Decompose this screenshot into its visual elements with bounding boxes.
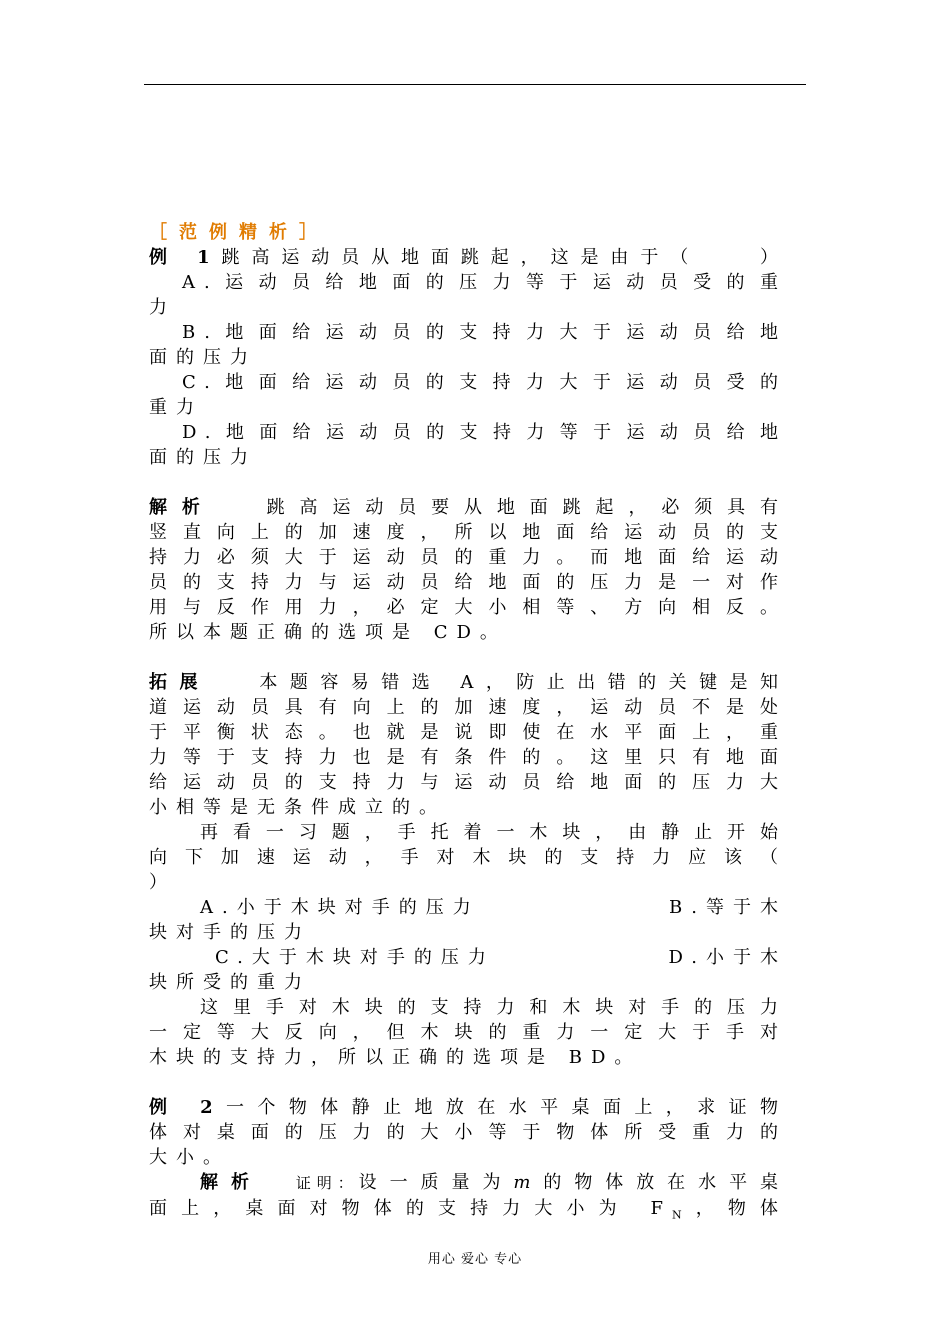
example-1-option-b-cont: 面的压力 — [149, 347, 257, 368]
exercise-answer-line: 一定等大反向，但木块的重力一定大于手对 — [149, 1022, 787, 1043]
analysis-line: 持力必须大于运动员的重力。而地面给运动 — [149, 547, 787, 568]
exercise-answer-line: 木块的支持力，所以正确的选项是 BD。 — [149, 1047, 642, 1068]
example-2-question-line: 体对桌面的压力的大小等于物体所受重力的 — [149, 1122, 787, 1143]
example-2-question-line: 大小。 — [149, 1147, 230, 1168]
extension-line: 道运动员具有向上的加速度，运动员不是处 — [149, 697, 787, 718]
example-1-question: 例 1跳高运动员从地面跳起，这是由于（ ） — [149, 247, 787, 268]
exercise-option-d: D.小于木 — [668, 947, 787, 968]
page-footer: 用心 爱心 专心 — [427, 1252, 523, 1267]
example-1-label: 例 1 — [149, 247, 219, 268]
section-header: ［范例精析］ — [149, 222, 329, 243]
example-1-option-b: B.地面给运动员的支持力大于运动员给地 — [182, 322, 787, 343]
example-2-question: 例 2一个物体静止地放在水平桌面上，求证物 — [149, 1097, 788, 1118]
example-1-option-a-cont: 力 — [149, 297, 176, 318]
extension-line: 小相等是无条件成立的。 — [149, 797, 446, 818]
proof-prefix: 证明： — [291, 1174, 359, 1192]
example-1-option-c-cont: 重力 — [149, 397, 203, 418]
exercise-options-cd — [149, 945, 787, 970]
analysis-label: 解析 — [200, 1172, 262, 1193]
normal-force-subscript: N — [672, 1208, 691, 1222]
exercise-option-d-cont: 块所受的重力 — [149, 972, 311, 993]
extension-line: 给运动员的支持力与运动员给地面的压力大 — [149, 772, 787, 793]
example-2-proof-line: 面上，桌面对物体的支持力大小为 $F_N$，物体 — [149, 1198, 787, 1222]
document-body — [149, 220, 787, 1228]
analysis-line: 竖直向上的加速度，所以地面给运动员的支 — [149, 522, 787, 543]
exercise-option-a: A.小于木块对手的压力 — [200, 897, 480, 918]
exercise-question-line: 向下加速运动，手对木块的支持力应该（ — [149, 847, 787, 868]
example-1-option-c: C.地面给运动员的支持力大于运动员受的 — [182, 372, 787, 393]
analysis-line: 所以本题正确的选项是 CD。 — [149, 622, 507, 643]
exercise-options-ab — [149, 895, 787, 920]
exercise-option-b-cont: 块对手的压力 — [149, 922, 311, 943]
mass-symbol: m — [513, 1172, 540, 1193]
analysis-label: 解析 — [149, 497, 215, 518]
example-2-proof: 解析 证明：设一质量为m的物体放在水平桌 — [200, 1172, 788, 1193]
example-1-option-d-cont: 面的压力 — [149, 447, 257, 468]
exercise-answer: 这里手对木块的支持力和木块对手的压力 — [200, 997, 787, 1018]
analysis-line: 员的支持力与运动员给地面的压力是一对作 — [149, 572, 787, 593]
example-2-label: 例 2 — [149, 1097, 222, 1118]
extension-paragraph: 拓展 本题容易错选 A，防止出错的关键是知 — [149, 672, 787, 693]
extension-line: 力等于支持力也是有条件的。这里只有地面 — [149, 747, 787, 768]
analysis-line: 用与反作用力，必定大小相等、方向相反。 — [149, 597, 787, 618]
example-1-option-d: D.地面给运动员的支持力等于运动员给地 — [182, 422, 787, 443]
exercise-option-c: C.大于木块对手的压力 — [215, 947, 495, 968]
extension-label: 拓展 — [149, 672, 210, 693]
example-1-option-a: A.运动员给地面的压力等于运动员受的重 — [182, 272, 787, 293]
exercise-option-b: B.等于木 — [669, 897, 787, 918]
exercise-question: 再看一习题，手托着一木块，由静止开始 — [200, 822, 787, 843]
example-1-analysis: 解析 跳高运动员要从地面跳起，必须具有 — [149, 497, 788, 518]
exercise-question-line: ） — [149, 872, 176, 893]
extension-line: 于平衡状态。也就是说即使在水平面上，重 — [149, 722, 787, 743]
header-rule — [144, 84, 806, 85]
